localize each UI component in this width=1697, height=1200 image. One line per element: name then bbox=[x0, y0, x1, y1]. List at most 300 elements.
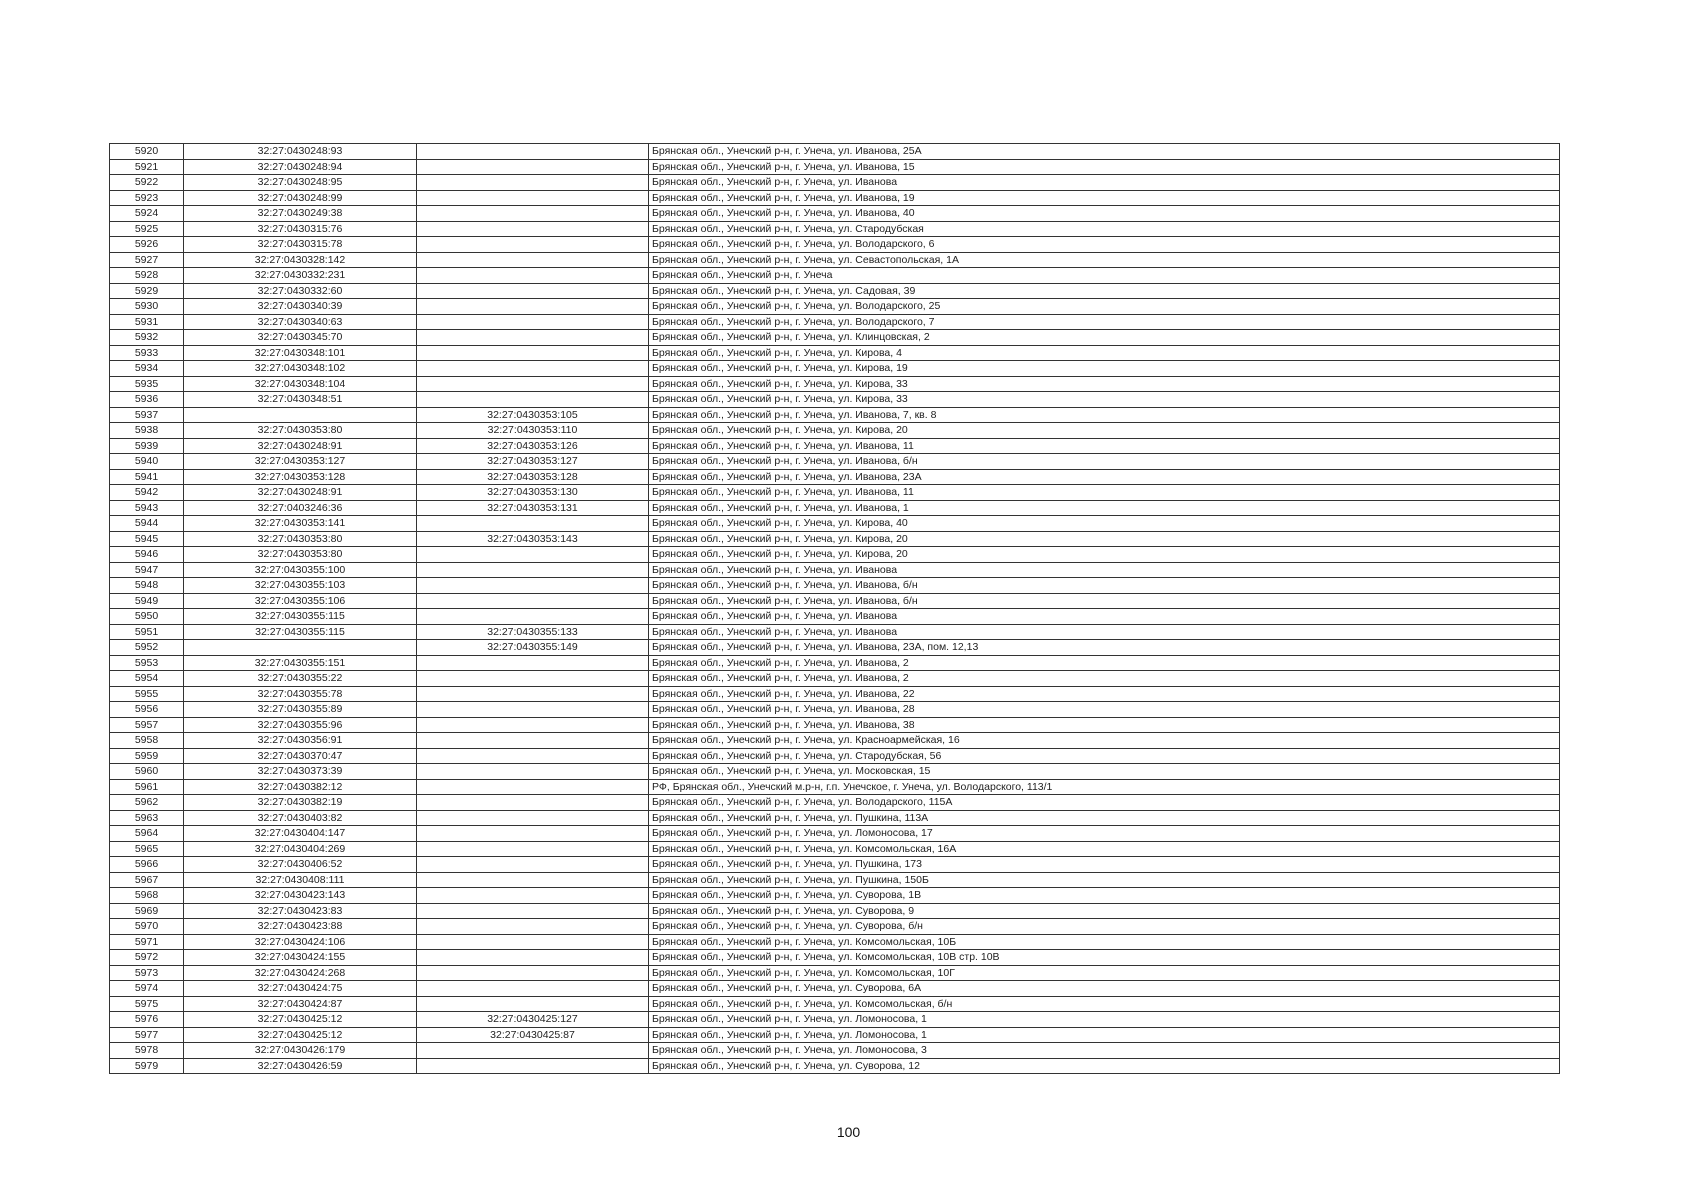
parent-cadastral-number-cell bbox=[417, 919, 649, 935]
table-row bbox=[110, 454, 1560, 470]
parent-cadastral-number-cell bbox=[417, 748, 649, 764]
address-cell: Брянская обл., Унечский р-н, г. Унеча, ул. Иванова, 23А bbox=[649, 469, 1560, 485]
table-row bbox=[110, 221, 1560, 237]
row-number-cell: 5954 bbox=[110, 671, 184, 687]
row-number-cell: 5937 bbox=[110, 407, 184, 423]
cadastral-number-cell: 32:27:0430424:75 bbox=[184, 981, 417, 997]
address-cell: Брянская обл., Унечский р-н, г. Унеча, ул. Кирова, 20 bbox=[649, 531, 1560, 547]
address-cell: Брянская обл., Унечский р-н, г. Унеча, ул. Пушкина, 173 bbox=[649, 857, 1560, 873]
parent-cadastral-number-cell bbox=[417, 159, 649, 175]
row-number-cell: 5928 bbox=[110, 268, 184, 284]
address-cell: Брянская обл., Унечский р-н, г. Унеча, ул. Иванова, б/н bbox=[649, 593, 1560, 609]
parent-cadastral-number-cell: 32:27:0430353:127 bbox=[417, 454, 649, 470]
address-cell: Брянская обл., Унечский р-н, г. Унеча bbox=[649, 268, 1560, 284]
address-cell: Брянская обл., Унечский р-н, г. Унеча, ул. Суворова, б/н bbox=[649, 919, 1560, 935]
row-number-cell: 5953 bbox=[110, 655, 184, 671]
parent-cadastral-number-cell bbox=[417, 996, 649, 1012]
parent-cadastral-number-cell bbox=[417, 686, 649, 702]
cadastral-number-cell: 32:27:0430370:47 bbox=[184, 748, 417, 764]
address-cell: Брянская обл., Унечский р-н, г. Унеча, ул. Комсомольская, 16А bbox=[649, 841, 1560, 857]
parent-cadastral-number-cell bbox=[417, 609, 649, 625]
parent-cadastral-number-cell: 32:27:0430425:127 bbox=[417, 1012, 649, 1028]
table-row bbox=[110, 1058, 1560, 1074]
cadastral-number-cell: 32:27:0430355:103 bbox=[184, 578, 417, 594]
parent-cadastral-number-cell: 32:27:0430355:149 bbox=[417, 640, 649, 656]
address-cell: Брянская обл., Унечский р-н, г. Унеча, ул. Володарского, 115А bbox=[649, 795, 1560, 811]
cadastral-number-cell: 32:27:0430355:78 bbox=[184, 686, 417, 702]
cadastral-number-cell: 32:27:0430248:94 bbox=[184, 159, 417, 175]
table-row bbox=[110, 934, 1560, 950]
parent-cadastral-number-cell: 32:27:0430353:105 bbox=[417, 407, 649, 423]
table-row bbox=[110, 469, 1560, 485]
cadastral-number-cell: 32:27:0430248:99 bbox=[184, 190, 417, 206]
address-cell: Брянская обл., Унечский р-н, г. Унеча, ул. Иванова bbox=[649, 562, 1560, 578]
parent-cadastral-number-cell bbox=[417, 578, 649, 594]
parent-cadastral-number-cell bbox=[417, 826, 649, 842]
address-cell: Брянская обл., Унечский р-н, г. Унеча, ул. Садовая, 39 bbox=[649, 283, 1560, 299]
parent-cadastral-number-cell bbox=[417, 268, 649, 284]
table-row bbox=[110, 686, 1560, 702]
cadastral-number-cell: 32:27:0430382:12 bbox=[184, 779, 417, 795]
parent-cadastral-number-cell bbox=[417, 888, 649, 904]
cadastral-number-cell: 32:27:0430353:141 bbox=[184, 516, 417, 532]
address-cell: Брянская обл., Унечский р-н, г. Унеча, ул. Комсомольская, 10Г bbox=[649, 965, 1560, 981]
cadastral-number-cell: 32:27:0430249:38 bbox=[184, 206, 417, 222]
row-number-cell: 5951 bbox=[110, 624, 184, 640]
table-row bbox=[110, 252, 1560, 268]
address-cell: Брянская обл., Унечский р-н, г. Унеча, ул. Комсомольская, 10Б bbox=[649, 934, 1560, 950]
address-cell: Брянская обл., Унечский р-н, г. Унеча, ул. Иванова, 15 bbox=[649, 159, 1560, 175]
address-cell: Брянская обл., Унечский р-н, г. Унеча, ул. Суворова, 6А bbox=[649, 981, 1560, 997]
address-cell: Брянская обл., Унечский р-н, г. Унеча, ул. Иванова, 19 bbox=[649, 190, 1560, 206]
parent-cadastral-number-cell bbox=[417, 516, 649, 532]
cadastral-number-cell: 32:27:0430315:78 bbox=[184, 237, 417, 253]
parent-cadastral-number-cell bbox=[417, 547, 649, 563]
address-cell: Брянская обл., Унечский р-н, г. Унеча, ул. Кирова, 20 bbox=[649, 547, 1560, 563]
address-cell: Брянская обл., Унечский р-н, г. Унеча, ул. Пушкина, 150Б bbox=[649, 872, 1560, 888]
parent-cadastral-number-cell bbox=[417, 965, 649, 981]
parent-cadastral-number-cell: 32:27:0430425:87 bbox=[417, 1027, 649, 1043]
row-number-cell: 5941 bbox=[110, 469, 184, 485]
cadastral-number-cell: 32:27:0430355:115 bbox=[184, 624, 417, 640]
cadastral-number-cell: 32:27:0430248:95 bbox=[184, 175, 417, 191]
table-row bbox=[110, 562, 1560, 578]
table-row bbox=[110, 423, 1560, 439]
row-number-cell: 5920 bbox=[110, 144, 184, 160]
table-row bbox=[110, 531, 1560, 547]
cadastral-number-cell: 32:27:0430353:80 bbox=[184, 547, 417, 563]
table-row bbox=[110, 748, 1560, 764]
table-row bbox=[110, 950, 1560, 966]
table-row bbox=[110, 516, 1560, 532]
address-cell: Брянская обл., Унечский р-н, г. Унеча, ул. Кирова, 33 bbox=[649, 376, 1560, 392]
table-row bbox=[110, 438, 1560, 454]
parent-cadastral-number-cell bbox=[417, 934, 649, 950]
row-number-cell: 5971 bbox=[110, 934, 184, 950]
address-cell: Брянская обл., Унечский р-н, г. Унеча, ул. Ломоносова, 1 bbox=[649, 1012, 1560, 1028]
parent-cadastral-number-cell bbox=[417, 981, 649, 997]
table-row bbox=[110, 345, 1560, 361]
table-row bbox=[110, 888, 1560, 904]
cadastral-number-cell: 32:27:0430348:102 bbox=[184, 361, 417, 377]
table-row bbox=[110, 237, 1560, 253]
cadastral-number-cell bbox=[184, 407, 417, 423]
cadastral-number-cell: 32:27:0430348:101 bbox=[184, 345, 417, 361]
cadastral-number-cell: 32:27:0430355:151 bbox=[184, 655, 417, 671]
cadastral-number-cell: 32:27:0430353:128 bbox=[184, 469, 417, 485]
table-row bbox=[110, 1012, 1560, 1028]
cadastral-number-cell: 32:27:0430315:76 bbox=[184, 221, 417, 237]
table-row bbox=[110, 593, 1560, 609]
cadastral-number-cell: 32:27:0430425:12 bbox=[184, 1012, 417, 1028]
table-row bbox=[110, 779, 1560, 795]
cadastral-number-cell: 32:27:0430353:80 bbox=[184, 531, 417, 547]
table-row bbox=[110, 965, 1560, 981]
table-row bbox=[110, 376, 1560, 392]
cadastral-number-cell: 32:27:0430328:142 bbox=[184, 252, 417, 268]
table-row bbox=[110, 361, 1560, 377]
row-number-cell: 5926 bbox=[110, 237, 184, 253]
address-cell: Брянская обл., Унечский р-н, г. Унеча, ул. Пушкина, 113А bbox=[649, 810, 1560, 826]
parent-cadastral-number-cell bbox=[417, 299, 649, 315]
row-number-cell: 5935 bbox=[110, 376, 184, 392]
cadastral-number-cell: 32:27:0430248:91 bbox=[184, 438, 417, 454]
row-number-cell: 5968 bbox=[110, 888, 184, 904]
row-number-cell: 5922 bbox=[110, 175, 184, 191]
row-number-cell: 5946 bbox=[110, 547, 184, 563]
address-cell: Брянская обл., Унечский р-н, г. Унеча, ул. Суворова, 12 bbox=[649, 1058, 1560, 1074]
cadastral-number-cell: 32:27:0430406:52 bbox=[184, 857, 417, 873]
cadastral-number-cell: 32:27:0430423:88 bbox=[184, 919, 417, 935]
cadastral-number-cell: 32:27:0430426:179 bbox=[184, 1043, 417, 1059]
parent-cadastral-number-cell bbox=[417, 950, 649, 966]
address-cell: Брянская обл., Унечский р-н, г. Унеча, ул. Иванова, 1 bbox=[649, 500, 1560, 516]
cadastral-number-cell: 32:27:0430348:51 bbox=[184, 392, 417, 408]
cadastral-number-cell: 32:27:0430248:93 bbox=[184, 144, 417, 160]
row-number-cell: 5936 bbox=[110, 392, 184, 408]
cadastral-number-cell: 32:27:0430332:231 bbox=[184, 268, 417, 284]
address-cell: Брянская обл., Унечский р-н, г. Унеча, ул. Кирова, 4 bbox=[649, 345, 1560, 361]
address-cell: Брянская обл., Унечский р-н, г. Унеча, ул. Иванова, б/н bbox=[649, 454, 1560, 470]
cadastral-number-cell: 32:27:0430404:269 bbox=[184, 841, 417, 857]
parent-cadastral-number-cell: 32:27:0430353:126 bbox=[417, 438, 649, 454]
parent-cadastral-number-cell bbox=[417, 717, 649, 733]
address-cell: Брянская обл., Унечский р-н, г. Унеча, ул. Иванова, 23А, пом. 12,13 bbox=[649, 640, 1560, 656]
row-number-cell: 5949 bbox=[110, 593, 184, 609]
table-row bbox=[110, 485, 1560, 501]
parent-cadastral-number-cell bbox=[417, 252, 649, 268]
parent-cadastral-number-cell bbox=[417, 903, 649, 919]
cadastral-number-cell: 32:27:0430353:127 bbox=[184, 454, 417, 470]
cadastral-number-cell: 32:27:0430355:89 bbox=[184, 702, 417, 718]
row-number-cell: 5923 bbox=[110, 190, 184, 206]
table-row bbox=[110, 624, 1560, 640]
row-number-cell: 5929 bbox=[110, 283, 184, 299]
parent-cadastral-number-cell bbox=[417, 361, 649, 377]
row-number-cell: 5943 bbox=[110, 500, 184, 516]
cadastral-number-cell: 32:27:0430404:147 bbox=[184, 826, 417, 842]
cadastral-number-cell: 32:27:0430332:60 bbox=[184, 283, 417, 299]
parent-cadastral-number-cell bbox=[417, 190, 649, 206]
parent-cadastral-number-cell bbox=[417, 655, 649, 671]
address-cell: Брянская обл., Унечский р-н, г. Унеча, ул. Иванова, 25А bbox=[649, 144, 1560, 160]
table-row bbox=[110, 299, 1560, 315]
parent-cadastral-number-cell bbox=[417, 237, 649, 253]
address-cell: Брянская обл., Унечский р-н, г. Унеча, ул. Кирова, 40 bbox=[649, 516, 1560, 532]
table-row bbox=[110, 268, 1560, 284]
row-number-cell: 5944 bbox=[110, 516, 184, 532]
cadastral-number-cell: 32:27:0430423:83 bbox=[184, 903, 417, 919]
table-row bbox=[110, 175, 1560, 191]
cadastral-number-cell: 32:27:0430348:104 bbox=[184, 376, 417, 392]
address-cell: Брянская обл., Унечский р-н, г. Унеча, ул. Иванова, б/н bbox=[649, 578, 1560, 594]
table-row bbox=[110, 640, 1560, 656]
parent-cadastral-number-cell bbox=[417, 144, 649, 160]
row-number-cell: 5932 bbox=[110, 330, 184, 346]
row-number-cell: 5979 bbox=[110, 1058, 184, 1074]
cadastral-number-cell: 32:27:0430355:115 bbox=[184, 609, 417, 625]
row-number-cell: 5945 bbox=[110, 531, 184, 547]
row-number-cell: 5967 bbox=[110, 872, 184, 888]
row-number-cell: 5939 bbox=[110, 438, 184, 454]
cadastral-number-cell: 32:27:0430355:106 bbox=[184, 593, 417, 609]
parent-cadastral-number-cell bbox=[417, 562, 649, 578]
address-cell: Брянская обл., Унечский р-н, г. Унеча, ул. Иванова bbox=[649, 175, 1560, 191]
parent-cadastral-number-cell bbox=[417, 376, 649, 392]
table-row bbox=[110, 981, 1560, 997]
table-row bbox=[110, 144, 1560, 160]
address-cell: Брянская обл., Унечский р-н, г. Унеча, ул. Комсомольская, 10В стр. 10В bbox=[649, 950, 1560, 966]
row-number-cell: 5925 bbox=[110, 221, 184, 237]
cadastral-number-cell: 32:27:0403246:36 bbox=[184, 500, 417, 516]
address-cell: Брянская обл., Унечский р-н, г. Унеча, ул. Суворова, 9 bbox=[649, 903, 1560, 919]
table-row bbox=[110, 1027, 1560, 1043]
cadastral-number-cell: 32:27:0430425:12 bbox=[184, 1027, 417, 1043]
address-cell: Брянская обл., Унечский р-н, г. Унеча, ул. Иванова, 22 bbox=[649, 686, 1560, 702]
address-cell: Брянская обл., Унечский р-н, г. Унеча, ул. Стародубская bbox=[649, 221, 1560, 237]
table-row bbox=[110, 903, 1560, 919]
row-number-cell: 5959 bbox=[110, 748, 184, 764]
address-cell: Брянская обл., Унечский р-н, г. Унеча, ул. Кирова, 20 bbox=[649, 423, 1560, 439]
address-cell: Брянская обл., Унечский р-н, г. Унеча, ул. Стародубская, 56 bbox=[649, 748, 1560, 764]
parent-cadastral-number-cell bbox=[417, 671, 649, 687]
row-number-cell: 5970 bbox=[110, 919, 184, 935]
address-cell: Брянская обл., Унечский р-н, г. Унеча, ул. Иванова, 2 bbox=[649, 655, 1560, 671]
address-cell: Брянская обл., Унечский р-н, г. Унеча, ул. Ломоносова, 1 bbox=[649, 1027, 1560, 1043]
address-cell: РФ, Брянская обл., Унечский м.р-н, г.п. Унечское, г. Унеча, ул. Володарского, 113/1 bbox=[649, 779, 1560, 795]
table-row bbox=[110, 702, 1560, 718]
parent-cadastral-number-cell bbox=[417, 593, 649, 609]
table-row bbox=[110, 671, 1560, 687]
parent-cadastral-number-cell bbox=[417, 1043, 649, 1059]
parent-cadastral-number-cell bbox=[417, 283, 649, 299]
row-number-cell: 5965 bbox=[110, 841, 184, 857]
cadastral-number-cell: 32:27:0430423:143 bbox=[184, 888, 417, 904]
address-cell: Брянская обл., Унечский р-н, г. Унеча, ул. Иванова bbox=[649, 624, 1560, 640]
parent-cadastral-number-cell: 32:27:0430353:131 bbox=[417, 500, 649, 516]
parent-cadastral-number-cell bbox=[417, 221, 649, 237]
row-number-cell: 5952 bbox=[110, 640, 184, 656]
table-row bbox=[110, 1043, 1560, 1059]
address-cell: Брянская обл., Унечский р-н, г. Унеча, ул. Володарского, 25 bbox=[649, 299, 1560, 315]
address-cell: Брянская обл., Унечский р-н, г. Унеча, ул. Иванова, 38 bbox=[649, 717, 1560, 733]
parent-cadastral-number-cell bbox=[417, 841, 649, 857]
address-cell: Брянская обл., Унечский р-н, г. Унеча, ул. Иванова, 40 bbox=[649, 206, 1560, 222]
address-cell: Брянская обл., Унечский р-н, г. Унеча, ул. Кирова, 33 bbox=[649, 392, 1560, 408]
address-cell: Брянская обл., Унечский р-н, г. Унеча, ул. Клинцовская, 2 bbox=[649, 330, 1560, 346]
parent-cadastral-number-cell bbox=[417, 733, 649, 749]
table-row bbox=[110, 159, 1560, 175]
cadastral-number-cell: 32:27:0430373:39 bbox=[184, 764, 417, 780]
row-number-cell: 5948 bbox=[110, 578, 184, 594]
parent-cadastral-number-cell: 32:27:0430353:110 bbox=[417, 423, 649, 439]
cadastral-number-cell: 32:27:0430424:87 bbox=[184, 996, 417, 1012]
parent-cadastral-number-cell bbox=[417, 857, 649, 873]
row-number-cell: 5961 bbox=[110, 779, 184, 795]
parent-cadastral-number-cell bbox=[417, 1058, 649, 1074]
table-row bbox=[110, 857, 1560, 873]
parent-cadastral-number-cell bbox=[417, 392, 649, 408]
address-cell: Брянская обл., Унечский р-н, г. Унеча, ул. Суворова, 1В bbox=[649, 888, 1560, 904]
parent-cadastral-number-cell bbox=[417, 872, 649, 888]
table-row bbox=[110, 314, 1560, 330]
table-row bbox=[110, 206, 1560, 222]
table-row bbox=[110, 717, 1560, 733]
page-number: 100 bbox=[836, 1124, 861, 1140]
parent-cadastral-number-cell bbox=[417, 810, 649, 826]
cadastral-number-cell: 32:27:0430340:63 bbox=[184, 314, 417, 330]
row-number-cell: 5938 bbox=[110, 423, 184, 439]
cadastral-number-cell: 32:27:0430424:155 bbox=[184, 950, 417, 966]
row-number-cell: 5958 bbox=[110, 733, 184, 749]
row-number-cell: 5930 bbox=[110, 299, 184, 315]
row-number-cell: 5969 bbox=[110, 903, 184, 919]
address-cell: Брянская обл., Унечский р-н, г. Унеча, ул. Комсомольская, б/н bbox=[649, 996, 1560, 1012]
table-row bbox=[110, 795, 1560, 811]
row-number-cell: 5972 bbox=[110, 950, 184, 966]
cadastral-number-cell: 32:27:0430356:91 bbox=[184, 733, 417, 749]
row-number-cell: 5966 bbox=[110, 857, 184, 873]
row-number-cell: 5964 bbox=[110, 826, 184, 842]
row-number-cell: 5975 bbox=[110, 996, 184, 1012]
cadastral-number-cell bbox=[184, 640, 417, 656]
address-cell: Брянская обл., Унечский р-н, г. Унеча, ул. Московская, 15 bbox=[649, 764, 1560, 780]
cadastral-number-cell: 32:27:0430345:70 bbox=[184, 330, 417, 346]
parent-cadastral-number-cell bbox=[417, 314, 649, 330]
table-row bbox=[110, 578, 1560, 594]
cadastral-number-cell: 32:27:0430355:22 bbox=[184, 671, 417, 687]
table-row bbox=[110, 872, 1560, 888]
row-number-cell: 5978 bbox=[110, 1043, 184, 1059]
parent-cadastral-number-cell: 32:27:0430353:128 bbox=[417, 469, 649, 485]
table-row bbox=[110, 330, 1560, 346]
row-number-cell: 5973 bbox=[110, 965, 184, 981]
row-number-cell: 5956 bbox=[110, 702, 184, 718]
cadastral-number-cell: 32:27:0430353:80 bbox=[184, 423, 417, 439]
address-cell: Брянская обл., Унечский р-н, г. Унеча, ул. Володарского, 7 bbox=[649, 314, 1560, 330]
row-number-cell: 5924 bbox=[110, 206, 184, 222]
row-number-cell: 5962 bbox=[110, 795, 184, 811]
cadastral-number-cell: 32:27:0430403:82 bbox=[184, 810, 417, 826]
row-number-cell: 5940 bbox=[110, 454, 184, 470]
cadastral-number-cell: 32:27:0430408:111 bbox=[184, 872, 417, 888]
address-cell: Брянская обл., Унечский р-н, г. Унеча, ул. Иванова bbox=[649, 609, 1560, 625]
address-cell: Брянская обл., Унечский р-н, г. Унеча, ул. Иванова, 7, кв. 8 bbox=[649, 407, 1560, 423]
row-number-cell: 5947 bbox=[110, 562, 184, 578]
table-row bbox=[110, 609, 1560, 625]
table-row bbox=[110, 733, 1560, 749]
cadastral-number-cell: 32:27:0430424:268 bbox=[184, 965, 417, 981]
address-cell: Брянская обл., Унечский р-н, г. Унеча, ул. Иванова, 11 bbox=[649, 485, 1560, 501]
row-number-cell: 5977 bbox=[110, 1027, 184, 1043]
table-row bbox=[110, 810, 1560, 826]
row-number-cell: 5976 bbox=[110, 1012, 184, 1028]
table-row bbox=[110, 919, 1560, 935]
cadastral-number-cell: 32:27:0430340:39 bbox=[184, 299, 417, 315]
table-row bbox=[110, 764, 1560, 780]
row-number-cell: 5950 bbox=[110, 609, 184, 625]
parent-cadastral-number-cell bbox=[417, 795, 649, 811]
row-number-cell: 5931 bbox=[110, 314, 184, 330]
table-row bbox=[110, 407, 1560, 423]
row-number-cell: 5974 bbox=[110, 981, 184, 997]
parent-cadastral-number-cell bbox=[417, 779, 649, 795]
parent-cadastral-number-cell bbox=[417, 764, 649, 780]
table-row bbox=[110, 655, 1560, 671]
address-cell: Брянская обл., Унечский р-н, г. Унеча, ул. Севастопольская, 1А bbox=[649, 252, 1560, 268]
table-row bbox=[110, 547, 1560, 563]
cadastral-number-cell: 32:27:0430355:96 bbox=[184, 717, 417, 733]
row-number-cell: 5934 bbox=[110, 361, 184, 377]
table-row bbox=[110, 841, 1560, 857]
address-cell: Брянская обл., Унечский р-н, г. Унеча, ул. Ломоносова, 3 bbox=[649, 1043, 1560, 1059]
cadastral-number-cell: 32:27:0430248:91 bbox=[184, 485, 417, 501]
row-number-cell: 5933 bbox=[110, 345, 184, 361]
row-number-cell: 5960 bbox=[110, 764, 184, 780]
table-row bbox=[110, 283, 1560, 299]
table-row bbox=[110, 826, 1560, 842]
table-row bbox=[110, 996, 1560, 1012]
cadastral-number-cell: 32:27:0430355:100 bbox=[184, 562, 417, 578]
cadastral-number-cell: 32:27:0430426:59 bbox=[184, 1058, 417, 1074]
parent-cadastral-number-cell bbox=[417, 330, 649, 346]
address-cell: Брянская обл., Унечский р-н, г. Унеча, ул. Красноармейская, 16 bbox=[649, 733, 1560, 749]
registry-table-body bbox=[110, 144, 1560, 1074]
address-cell: Брянская обл., Унечский р-н, г. Унеча, ул. Иванова, 11 bbox=[649, 438, 1560, 454]
row-number-cell: 5921 bbox=[110, 159, 184, 175]
address-cell: Брянская обл., Унечский р-н, г. Унеча, ул. Ломоносова, 17 bbox=[649, 826, 1560, 842]
parent-cadastral-number-cell bbox=[417, 702, 649, 718]
table-row bbox=[110, 190, 1560, 206]
parent-cadastral-number-cell bbox=[417, 206, 649, 222]
table-row bbox=[110, 500, 1560, 516]
parent-cadastral-number-cell: 32:27:0430353:143 bbox=[417, 531, 649, 547]
row-number-cell: 5957 bbox=[110, 717, 184, 733]
cadastral-number-cell: 32:27:0430424:106 bbox=[184, 934, 417, 950]
parent-cadastral-number-cell: 32:27:0430355:133 bbox=[417, 624, 649, 640]
parent-cadastral-number-cell: 32:27:0430353:130 bbox=[417, 485, 649, 501]
address-cell: Брянская обл., Унечский р-н, г. Унеча, ул. Иванова, 2 bbox=[649, 671, 1560, 687]
row-number-cell: 5963 bbox=[110, 810, 184, 826]
address-cell: Брянская обл., Унечский р-н, г. Унеча, ул. Володарского, 6 bbox=[649, 237, 1560, 253]
parent-cadastral-number-cell bbox=[417, 345, 649, 361]
row-number-cell: 5927 bbox=[110, 252, 184, 268]
cadastral-number-cell: 32:27:0430382:19 bbox=[184, 795, 417, 811]
row-number-cell: 5942 bbox=[110, 485, 184, 501]
address-cell: Брянская обл., Унечский р-н, г. Унеча, ул. Иванова, 28 bbox=[649, 702, 1560, 718]
parent-cadastral-number-cell bbox=[417, 175, 649, 191]
address-cell: Брянская обл., Унечский р-н, г. Унеча, ул. Кирова, 19 bbox=[649, 361, 1560, 377]
